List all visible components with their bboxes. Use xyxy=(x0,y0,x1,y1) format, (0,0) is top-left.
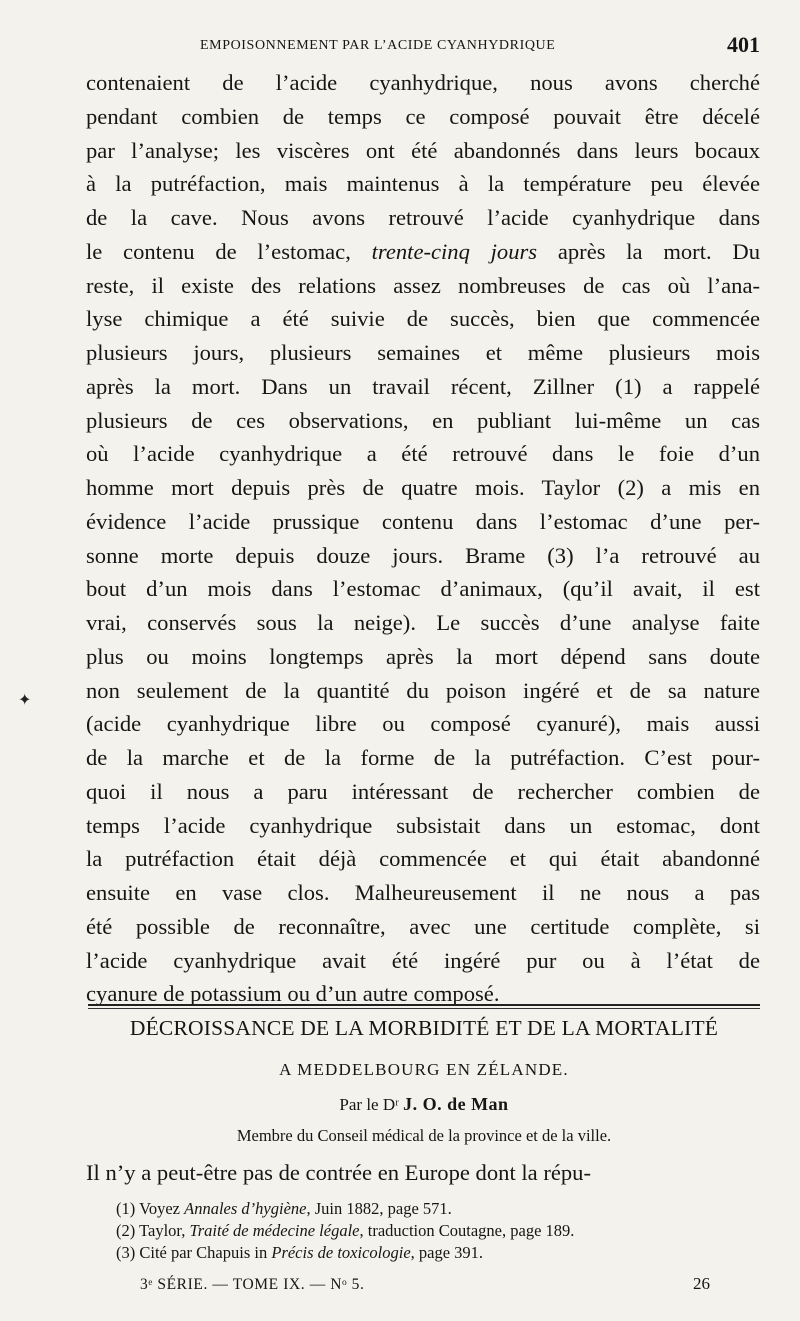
text-line: homme mort depuis près de quatre mois. Taylor (2) a mis en xyxy=(86,475,760,500)
text-line: plusieurs jours, plusieurs semaines et même plusieurs mois xyxy=(86,340,760,365)
running-head xyxy=(90,32,760,62)
text-line: où l’acide cyanhydrique a été retrouvé dans le foie d’un xyxy=(86,441,760,467)
author-name: J. O. de Man xyxy=(403,1094,509,1114)
article-subtitle: A MEDDELBOURG EN ZÉLANDE. xyxy=(279,1060,569,1079)
text-line: bout d’un mois dans l’estomac d’animaux, (qu’il avait, il est xyxy=(86,576,760,602)
text-line xyxy=(86,235,760,269)
text-line: plusieurs de ces observations, en publiant lui-même un cas xyxy=(86,407,760,433)
text-fragment: le contenu de l’estomac, xyxy=(86,238,372,264)
text-line: la putréfaction était déjà commencée et qui était abandonné xyxy=(86,846,760,872)
italic-phrase: Annales d’hygiène xyxy=(184,1199,307,1218)
author-role: Membre du Conseil médical de la province et de la ville. xyxy=(236,1126,612,1145)
text-line: pendant combien de temps ce composé pouvait être décelé xyxy=(86,103,760,129)
article-title: DÉCROISSANCE DE LA MORBIDITÉ ET DE LA MORTALITÉ xyxy=(129,1016,719,1040)
text-line: après la mort. Dans un travail récent, Zillner (1) a rappelé xyxy=(86,373,760,399)
text-line: par l’analyse; les viscères ont été abandonnés dans leurs bocaux xyxy=(86,137,760,163)
text-line: à la putréfaction, mais maintenus à la température peu élevée xyxy=(86,171,760,197)
text-line: temps l’acide cyanhydrique subsistait dans un estomac, dont xyxy=(86,812,760,838)
running-title: EMPOISONNEMENT PAR L’ACIDE CYANHYDRIQUE xyxy=(200,38,556,53)
footnote xyxy=(116,1198,766,1220)
text-fragment: , traduction Coutagne, page 189. xyxy=(359,1221,575,1240)
text-line: l’acide cyanhydrique avait été ingéré pur ou à l’état de xyxy=(86,947,760,973)
text-line: reste, il existe des relations assez nombreuses de cas où l’ana- xyxy=(86,272,760,298)
text-fragment: , Juin 1882, page 571. xyxy=(306,1199,452,1218)
footnotes xyxy=(116,1198,766,1264)
text-line: vrai, conservés sous la neige). Le succès d’une analyse faite xyxy=(86,610,760,635)
text-line: (acide cyanhydrique libre ou composé cyanuré), mais aussi xyxy=(86,711,760,737)
text-line: ensuite en vase clos. Malheureusement il ne nous a pas xyxy=(86,880,760,905)
footnote xyxy=(116,1220,766,1242)
sheet-number: 26 xyxy=(693,1274,710,1293)
text-fragment: après la mort. Du xyxy=(537,238,760,264)
text-line: quoi il nous a paru intéressant de rechercher combien de xyxy=(86,778,760,804)
article-intro: Il n’y a peut-être pas de contrée en Europe dont la répu- xyxy=(86,1160,591,1185)
text-line: lyse chimique a été suivie de succès, bien que commencée xyxy=(86,306,760,332)
byline xyxy=(86,1094,762,1115)
text-line: été possible de reconnaître, avec une certitude complète, si xyxy=(86,913,760,939)
text-line: évidence l’acide prussique contenu dans l’estomac d’une per- xyxy=(86,508,760,534)
text-line: de la cave. Nous avons retrouvé l’acide cyanhydrique dans xyxy=(86,205,760,230)
text-line: sonne morte depuis douze jours. Brame (3) l’a retrouvé au xyxy=(86,542,760,568)
text-line: contenaient de l’acide cyanhydrique, nous avons cherché xyxy=(86,70,760,95)
italic-phrase: Précis de toxicologie xyxy=(271,1243,411,1262)
italic-phrase: Traité de médecine légale xyxy=(189,1221,360,1240)
text-fragment: (3) Cité par Chapuis in xyxy=(116,1243,272,1262)
body-text xyxy=(86,66,760,1011)
text-line: non seulement de la quantité du poison ingéré et de sa nature xyxy=(86,677,760,703)
footnote xyxy=(116,1242,766,1264)
section-rule xyxy=(88,1004,760,1006)
text-line: cyanure de potassium ou d’un autre composé. xyxy=(86,981,500,1007)
signature-line xyxy=(140,1276,710,1300)
italic-phrase: trente-cinq jours xyxy=(371,238,538,264)
series-info: 3ᵉ SÉRIE. — TOME IX. — Nᵒ 5. xyxy=(140,1276,365,1293)
byline-prefix: Par le Dʳ xyxy=(339,1095,404,1114)
page-number: 401 xyxy=(727,32,760,57)
text-line: plus ou moins longtemps après la mort dépend sans doute xyxy=(86,643,760,669)
section-rule-thin xyxy=(88,1008,760,1009)
text-fragment: (1) Voyez xyxy=(116,1199,185,1218)
text-line: de la marche et de la forme de la putréfaction. C’est pour- xyxy=(86,745,760,770)
text-fragment: (2) Taylor, xyxy=(116,1221,190,1240)
text-fragment: , page 391. xyxy=(410,1243,484,1262)
stray-ink-mark: ✦ xyxy=(18,690,32,709)
